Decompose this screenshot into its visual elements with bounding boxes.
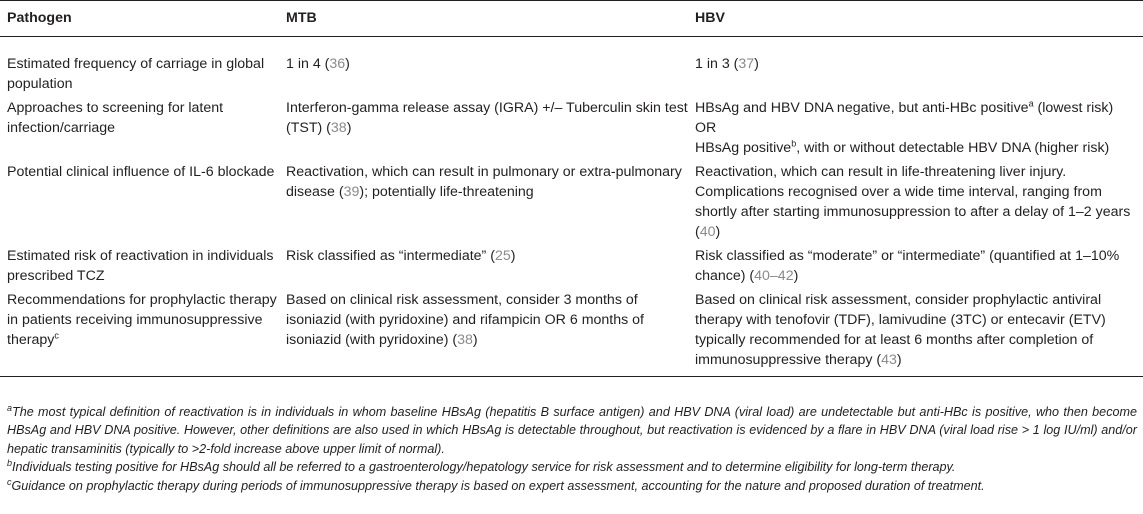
hbv-cell (688, 97, 1143, 161)
citation-link[interactable]: 38 (330, 120, 347, 136)
footnote-mark: b (791, 138, 797, 149)
header-mtb: MTB (279, 1, 688, 37)
cell-text: OR (695, 120, 717, 136)
cell-text: , with or without detectable HBV DNA (higher risk) (796, 140, 1110, 156)
footnote-mark: b (7, 458, 13, 469)
cell-text: Recommendations for prophylactic therapy in patients receiving immunosuppressive therapy (7, 292, 277, 348)
cell-text: ) (510, 248, 516, 264)
cell-text: (lowest risk) (1033, 100, 1114, 116)
row-label (0, 289, 279, 377)
citation-link[interactable]: 36 (329, 56, 346, 72)
footnote-b (7, 458, 1137, 476)
table-row (0, 289, 1143, 377)
table-row (0, 37, 1143, 98)
cell-text: 1 in 4 ( (286, 56, 330, 72)
footnote-mark: c (7, 476, 12, 487)
mtb-cell (279, 245, 688, 289)
footnote-mark: a (1028, 98, 1034, 109)
header-hbv: HBV (688, 1, 1143, 37)
cell-text: ) (896, 352, 902, 368)
cell-text: HBsAg positive (695, 140, 792, 156)
citation-link[interactable]: 40 (699, 224, 716, 240)
citation-link[interactable]: 40–42 (754, 268, 794, 284)
mtb-cell (279, 289, 688, 377)
table-row (0, 97, 1143, 161)
mtb-cell (279, 97, 688, 161)
footnote-mark: a (7, 402, 13, 413)
row-label: Estimated risk of reactivation in individuals prescribed TCZ (7, 248, 274, 284)
citation-link[interactable]: 39 (343, 184, 360, 200)
footnote-c (7, 477, 1137, 495)
footnote-mark: c (54, 330, 59, 341)
hbv-cell (688, 161, 1143, 245)
hbv-cell (688, 289, 1143, 377)
hbv-cell (688, 245, 1143, 289)
header-pathogen: Pathogen (0, 1, 279, 37)
cell-text: Based on clinical risk assessment, consider prophylactic antiviral therapy with tenofovir (TDF), lamivudine (3TC) or entecavir (ETV) typically recommended for at least 6 months after completion of immunosuppressive therapy ( (695, 292, 1106, 368)
citation-link[interactable]: 43 (881, 352, 897, 368)
citation-link[interactable]: 37 (738, 56, 755, 72)
row-label: Approaches to screening for latent infection/carriage (7, 100, 224, 136)
cell-text: 1 in 3 ( (695, 56, 739, 72)
hbv-cell (688, 37, 1143, 98)
row-label: Potential clinical influence of IL-6 blockade (7, 164, 275, 180)
cell-text: ) (346, 120, 352, 136)
table-row (0, 245, 1143, 289)
cell-text: Risk classified as “moderate” or “intermediate” (quantified at 1–10% chance) ( (695, 248, 1120, 284)
cell-text: ); potentially life-threatening (359, 184, 534, 200)
citation-link[interactable]: 38 (457, 332, 473, 348)
table-row (0, 161, 1143, 245)
cell-text: ) (715, 224, 721, 240)
citation-link[interactable]: 25 (494, 248, 511, 264)
cell-text: Reactivation, which can result in pulmonary or extra-pulmonary disease ( (286, 164, 682, 200)
cell-text: Reactivation, which can result in life-threatening liver injury. Complications recognised over a wide time interval, ranging from shortly after starting immunosuppression to after a delay of 1–2 years ( (695, 164, 1131, 240)
footnote-text: Individuals testing positive for HBsAg should all be referred to a gastroenterology/hepatology service for risk assessment and to determine eligibility for long-term therapy. (12, 460, 956, 475)
mtb-cell (279, 161, 688, 245)
cell-text: ) (754, 56, 759, 72)
row-label: Estimated frequency of carriage in global population (7, 56, 265, 92)
table-footnotes (7, 403, 1137, 495)
header-row (0, 1, 1143, 37)
cell-text: ) (345, 56, 350, 72)
mtb-cell (279, 37, 688, 98)
cell-text: Based on clinical risk assessment, consider 3 months of isoniazid (with pyridoxine) and rifampicin OR 6 months of isoniazid (with pyridoxine) ( (286, 292, 644, 348)
cell-text: HBsAg and HBV DNA negative, but anti-HBc positive (695, 100, 1029, 116)
footnote-text: Guidance on prophylactic therapy during periods of immunosuppressive therapy is based on expert assessment, accounting for the nature and proposed duration of treatment. (11, 478, 985, 493)
cell-text: ) (793, 268, 799, 284)
cell-text: Risk classified as “intermediate” ( (286, 248, 495, 264)
cell-text: ) (472, 332, 478, 348)
footnote-text: The most typical definition of reactivation is in individuals in whom baseline HBsAg (hepatitis B surface antigen) and HBV DNA (viral load) are undetectable but anti-HBc is positive, who then become HBsAg and HBV DNA positive. However, other definitions are also used in which HBsAg is detectable throughout, but reactivation is evidenced by a flare in HBV DNA (viral load rise > 1 log IU/ml) and/or hepatic transaminitis (typically to >2-fold increase above upper limit of normal). (7, 405, 1137, 456)
footnote-a (7, 403, 1137, 458)
cell-text: Interferon-gamma release assay (IGRA) +/– Tuberculin skin test (TST) ( (286, 100, 688, 136)
